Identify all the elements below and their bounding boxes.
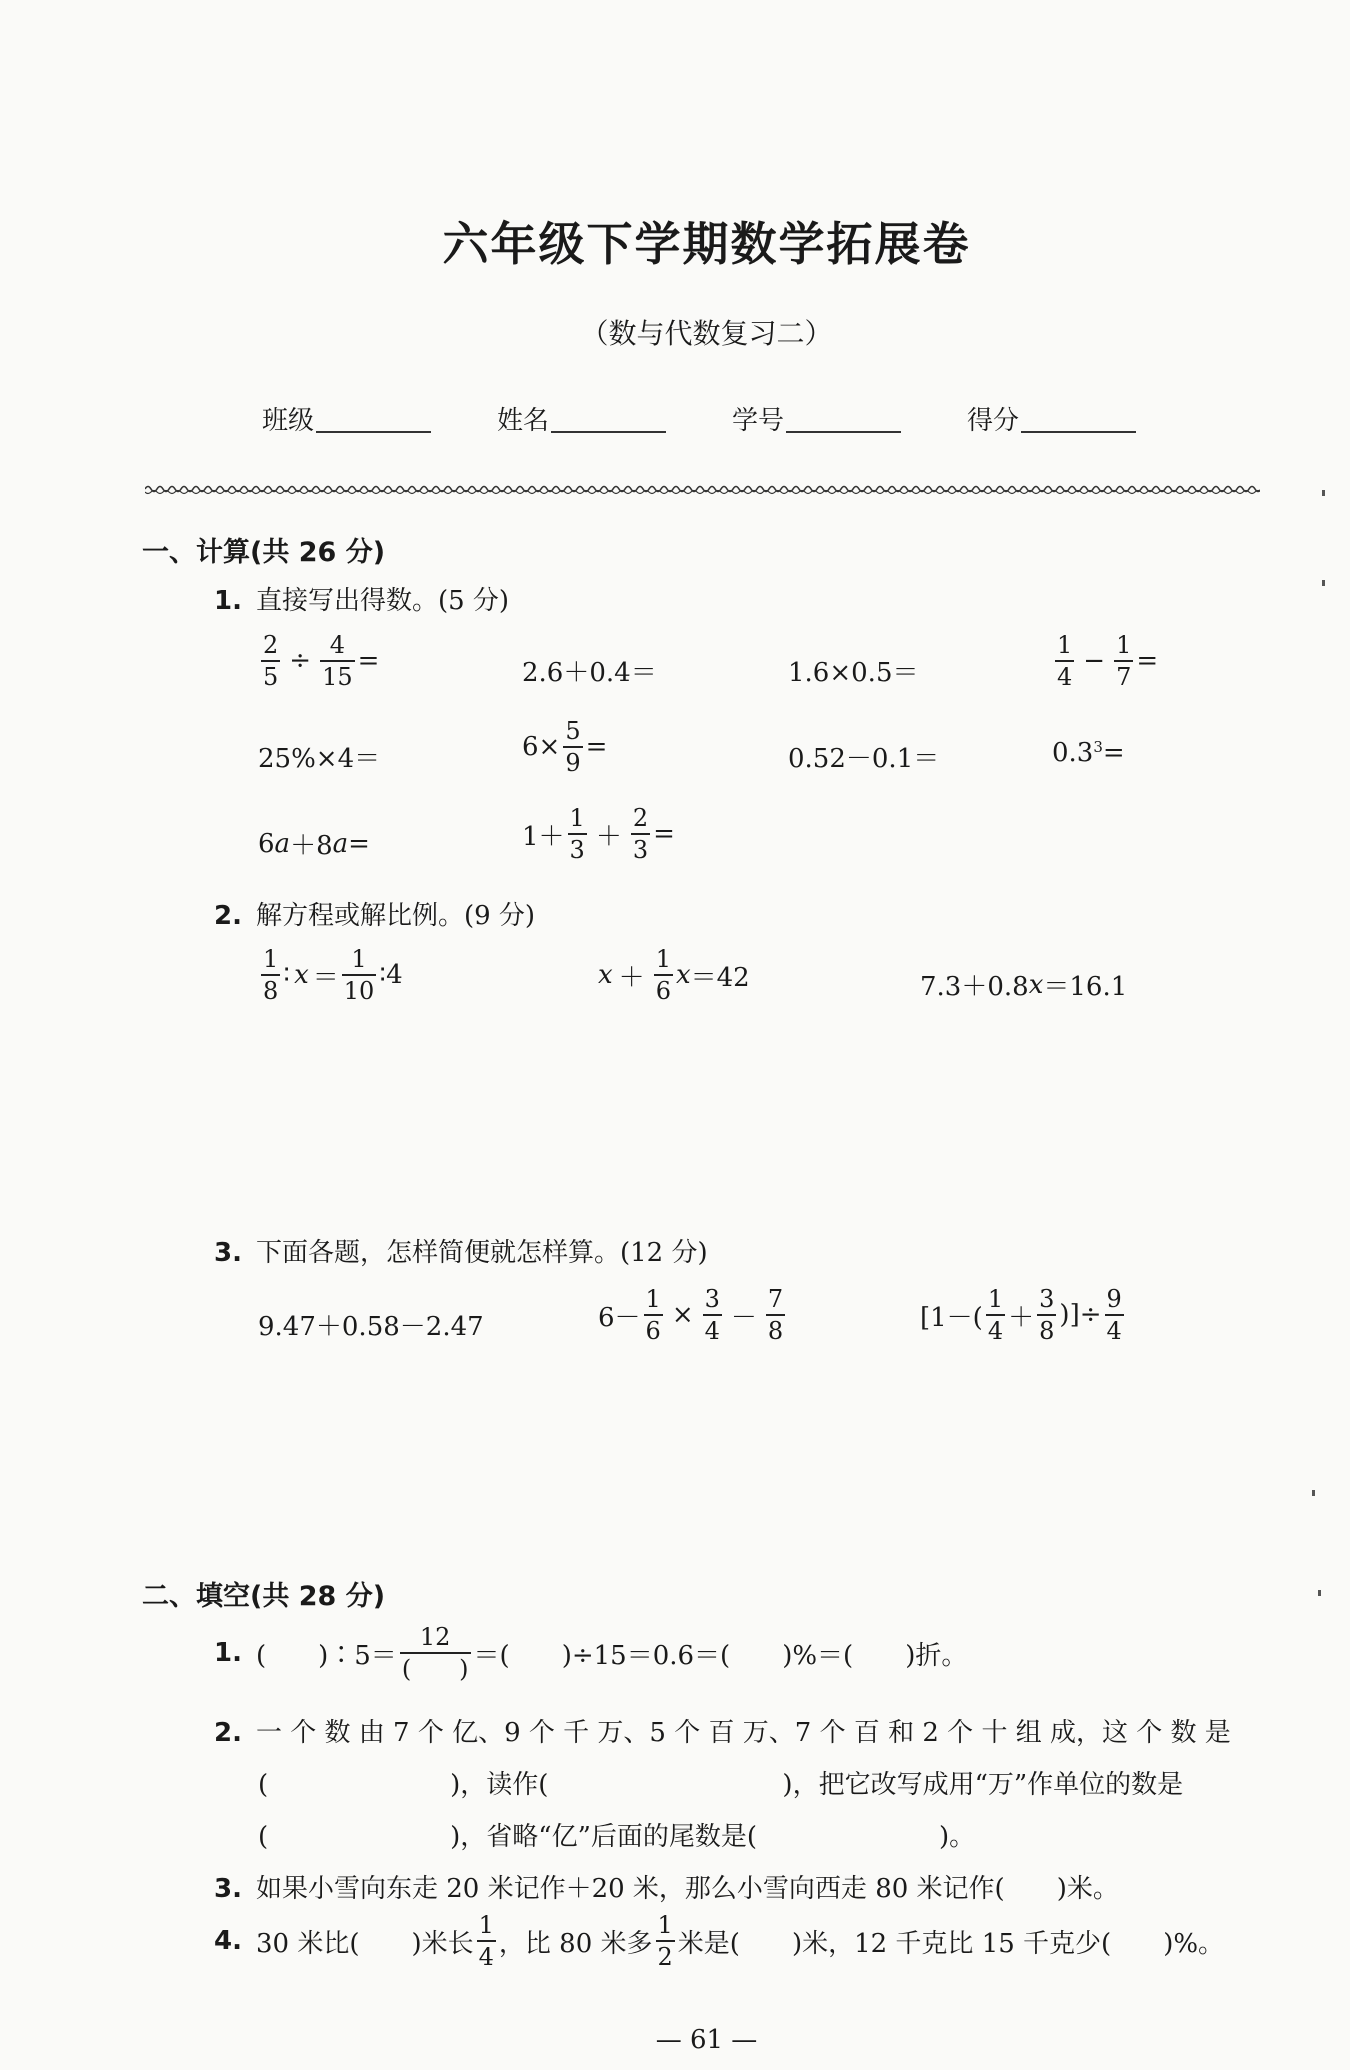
section-2-title: 二、填空(共 28 分) <box>142 1581 386 1612</box>
question-1-3: 3. 下面各题，怎样简便就怎样算。(12 分) <box>214 1238 708 1268</box>
scan-mark <box>1312 1490 1315 1496</box>
question-1-1: 1. 直接写出得数。(5 分) <box>214 586 510 616</box>
expr-1-7: 0.52－0.1＝ <box>788 744 940 774</box>
calc-3-2: 6－ $\frac{1}{6}$ × $\frac{3}{4}$ － $\frac{7}{8}$ <box>598 1285 784 1345</box>
fill-question-3: 3. 如果小雪向东走 20 米记作＋20 米，那么小雪向西走 80 米记作( )米。 <box>214 1874 1119 1904</box>
class-blank[interactable] <box>316 405 431 433</box>
calc-3-1: 9.47＋0.58－2.47 <box>258 1312 484 1342</box>
equation-2-3: 7.3＋0.8 x ＝16.1 <box>920 969 1128 1002</box>
calc-3-3: [1－( $\frac{1}{4}$ ＋ $\frac{3}{8}$ )]÷ $\frac{9}{4}$ <box>920 1285 1122 1345</box>
page-number: — 61 — <box>655 2025 758 2055</box>
fill-question-4: 4. 30 米比( )米长 $\frac{1}{4}$ ，比 80 米多 $\frac{1}{2}$ 米是( )米，12 千克比 15 千克少( )%。 <box>214 1911 1225 1971</box>
score-blank[interactable] <box>1021 405 1136 433</box>
fill-question-2-line-2: ( )，读作( )，把它改写成用“万”作单位的数是 <box>258 1770 1184 1800</box>
student-number-blank[interactable] <box>786 405 901 433</box>
field-student-number: 学号 <box>732 400 901 437</box>
equation-2-1: $\frac{1}{8}$ ∶ x ＝ $\frac{1}{10}$ ∶4 <box>263 945 403 1005</box>
expr-1-5: 25%×4＝ <box>258 744 381 774</box>
expr-1-4: $\frac{1}{4}$ − $\frac{1}{7}$ = <box>1057 631 1159 691</box>
expr-1-9: 6 a ＋8 a = <box>258 828 370 861</box>
expr-1-3: 1.6×0.5＝ <box>788 658 919 688</box>
section-1-title: 一、计算(共 26 分) <box>142 537 386 568</box>
expr-1-10: 1＋ $\frac{1}{3}$ ＋ $\frac{2}{3}$ = <box>522 804 675 864</box>
page-title: 六年级下学期数学拓展卷 <box>442 217 971 271</box>
fill-question-2-line-1: 2. 一 个 数 由 7 个 亿、9 个 千 万、5 个 百 万、7 个 百 和 2 个 十 组 成，这 个 数 是 <box>214 1718 1231 1748</box>
field-class: 班级 <box>262 400 431 437</box>
expr-1-1: $\frac{2}{5}$ ÷ $\frac{4}{15}$ = <box>263 631 380 691</box>
equation-2-2: x ＋ $\frac{1}{6}$ x ＝42 <box>598 945 750 1005</box>
expr-1-8: 0.3 $^3$ = <box>1052 738 1125 768</box>
scan-mark <box>1322 490 1325 496</box>
wavy-divider <box>145 482 1260 498</box>
expr-1-2: 2.6＋0.4＝ <box>522 658 657 688</box>
expr-1-6: 6× $\frac{5}{9}$ = <box>522 717 608 777</box>
fill-question-1: 1. ( )∶5＝ $\frac{12}{( )}$ ＝( )÷15＝0.6＝( )%＝( )折。 <box>214 1623 968 1683</box>
page-subtitle: （数与代数复习二） <box>580 317 833 350</box>
field-score: 得分 <box>967 400 1136 437</box>
scan-mark <box>1318 1590 1321 1596</box>
question-1-2: 2. 解方程或解比例。(9 分) <box>214 901 536 931</box>
scan-mark <box>1322 580 1325 586</box>
name-blank[interactable] <box>551 405 666 433</box>
fill-question-2-line-3: ( )，省略“亿”后面的尾数是( )。 <box>258 1822 976 1852</box>
field-name: 姓名 <box>497 400 666 437</box>
